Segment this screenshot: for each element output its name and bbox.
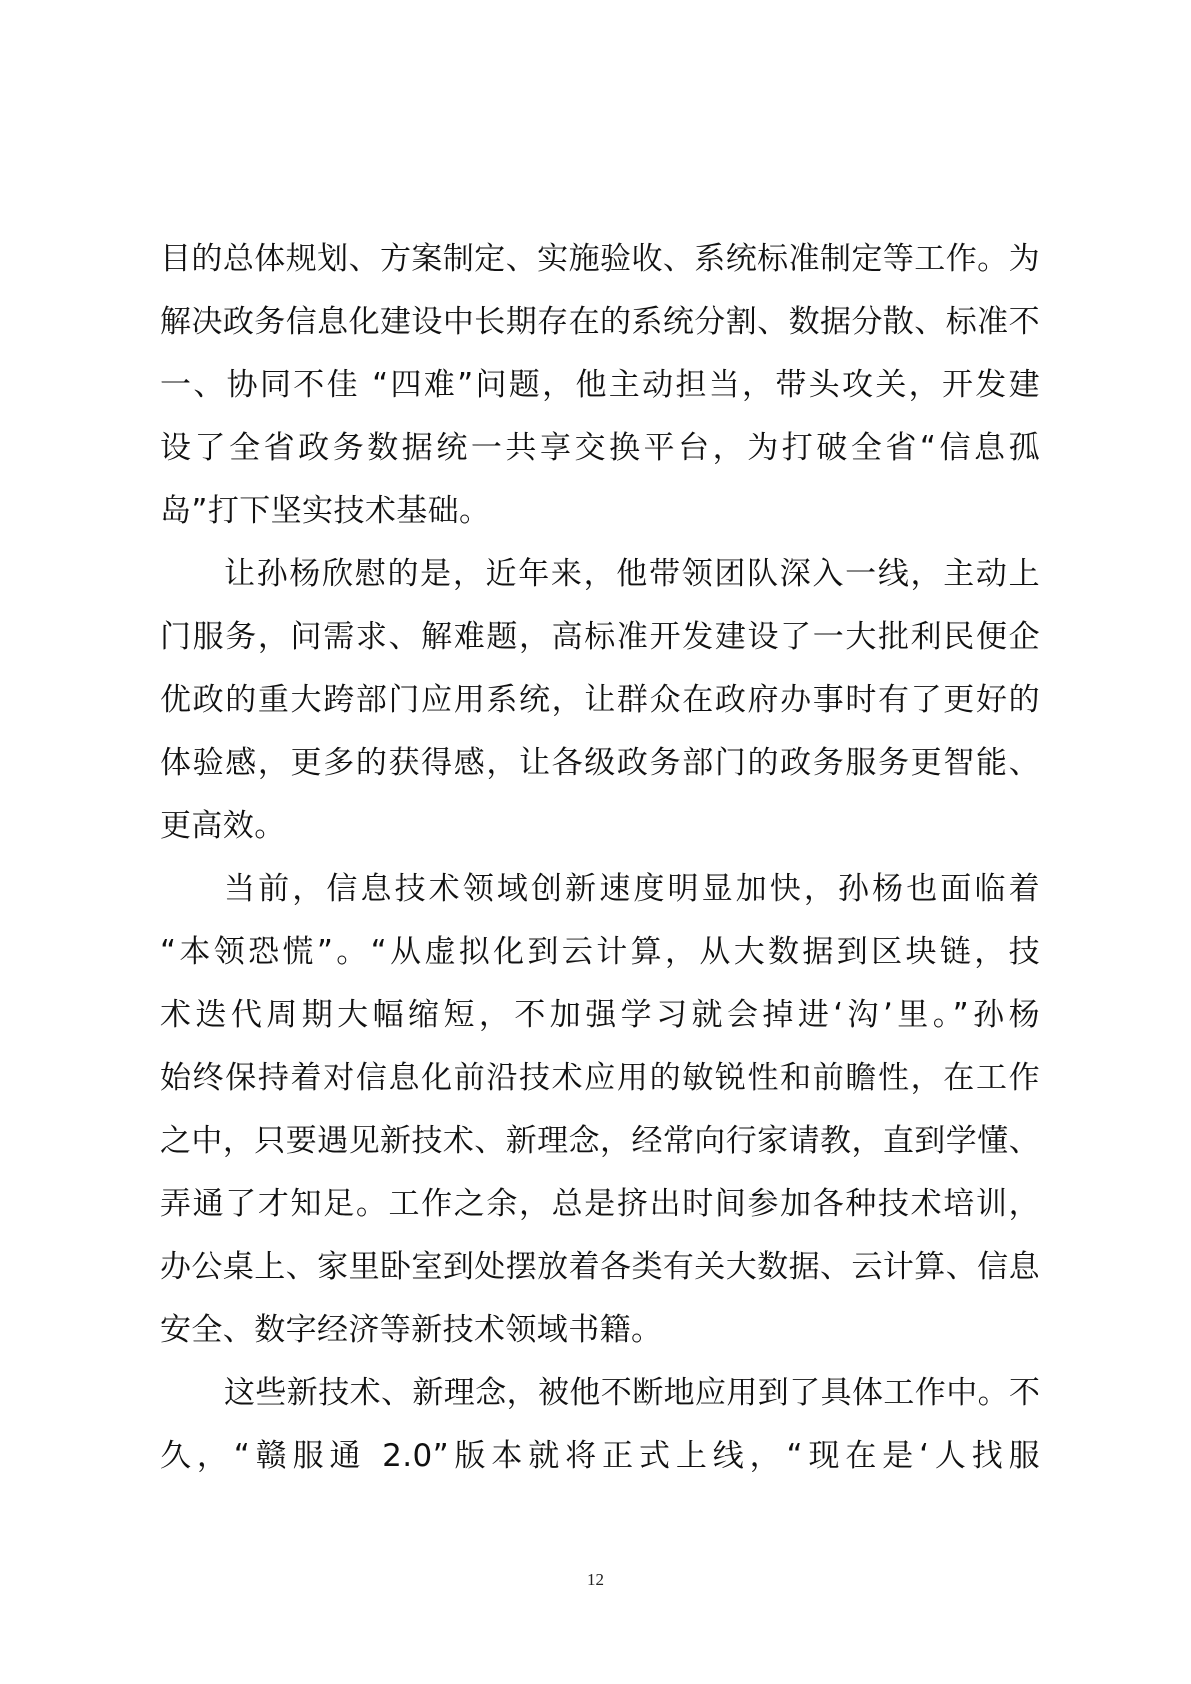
body-text xyxy=(160,228,1040,1488)
text-line: 久，“赣服通 2.0”版本就将正式上线，“现在是‘人找服 xyxy=(160,1438,1040,1474)
text-line: 术迭代周期大幅缩短，不加强学习就会掉进‘沟’里。”孙杨 xyxy=(160,997,1040,1033)
text-line: 当前，信息技术领域创新速度明显加快，孙杨也面临着 xyxy=(224,871,1040,907)
text-line: 优政的重大跨部门应用系统，让群众在政府办事时有了更好的 xyxy=(160,682,1040,718)
text-line: 设了全省政务数据统一共享交换平台，为打破全省“信息孤 xyxy=(160,430,1040,466)
text-line: 之中，只要遇见新技术、新理念，经常向行家请教，直到学懂、 xyxy=(160,1123,1040,1159)
page-number: 12 xyxy=(587,1570,604,1589)
text-line: 始终保持着对信息化前沿技术应用的敏锐性和前瞻性，在工作 xyxy=(160,1060,1040,1096)
text-line: 这些新技术、新理念，被他不断地应用到了具体工作中。不 xyxy=(224,1375,1041,1411)
text-line: 解决政务信息化建设中长期存在的系统分割、数据分散、标准不 xyxy=(160,304,1040,340)
text-line: 安全、数字经济等新技术领域书籍。 xyxy=(160,1312,663,1348)
text-line: 一、协同不佳 “四难”问题，他主动担当，带头攻关，开发建 xyxy=(160,367,1040,403)
text-line: 岛”打下坚实技术基础。 xyxy=(160,493,491,529)
text-line: “本领恐慌”。“从虚拟化到云计算，从大数据到区块链，技 xyxy=(160,934,1040,970)
text-line: 体验感，更多的获得感，让各级政务部门的政务服务更智能、 xyxy=(160,745,1040,781)
text-line: 目的总体规划、方案制定、实施验收、系统标准制定等工作。为 xyxy=(160,241,1040,277)
text-line: 办公桌上、家里卧室到处摆放着各类有关大数据、云计算、信息 xyxy=(160,1249,1040,1285)
text-line: 弄通了才知足。工作之余，总是挤出时间参加各种技术培训， xyxy=(160,1186,1040,1222)
text-line: 让孙杨欣慰的是，近年来，他带领团队深入一线，主动上 xyxy=(224,556,1040,592)
text-line: 门服务，问需求、解难题，高标准开发建设了一大批利民便企 xyxy=(160,619,1040,655)
text-line: 更高效。 xyxy=(160,808,286,844)
